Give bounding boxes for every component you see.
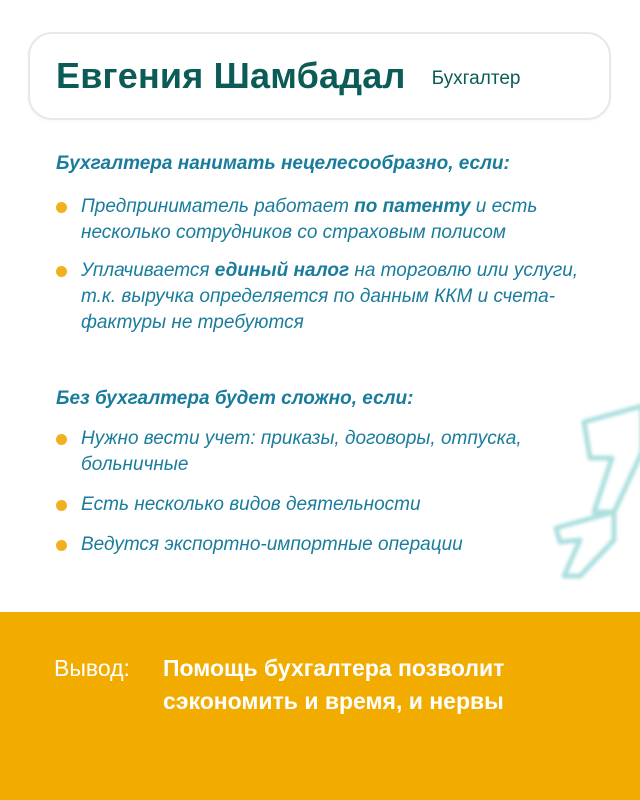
- list-item: Ведутся экспортно-импортные операции: [54, 532, 524, 558]
- conclusion-text: Помощь бухгалтера позволит сэкономить и время, и нервы: [163, 655, 505, 714]
- list-item: Предприниматель работает по патенту и есть несколько сотрудников со страховым полисом: [54, 194, 614, 246]
- header-card: [28, 32, 611, 120]
- quote-mark-icon: [550, 400, 640, 590]
- bullet-dot-icon: [56, 540, 67, 551]
- section-title-needed: Без бухгалтера будет сложно, если:: [56, 388, 414, 409]
- conclusion-banner: [0, 612, 640, 800]
- conclusion-label: Вывод:: [54, 655, 130, 681]
- bullet-dot-icon: [56, 202, 67, 213]
- bullet-dot-icon: [56, 500, 67, 511]
- person-name: Евгения Шамбадал: [56, 55, 406, 96]
- list-needed: [54, 426, 524, 558]
- list-item: Нужно вести учет: приказы, договоры, отпуска, больничные: [54, 426, 524, 478]
- list-item: Есть несколько видов деятельности: [54, 492, 524, 518]
- section-title-not-needed: Бухгалтера нанимать нецелесообразно, если:: [56, 153, 510, 174]
- person-role: Бухгалтер: [431, 68, 521, 89]
- list-item: Уплачивается единый налог на торговлю или услуги, т.к. выручка определяется по данным ККМ и счета-фактуры не требуются: [54, 258, 614, 336]
- bullet-dot-icon: [56, 266, 67, 277]
- list-not-needed: [54, 194, 614, 336]
- bullet-dot-icon: [56, 434, 67, 445]
